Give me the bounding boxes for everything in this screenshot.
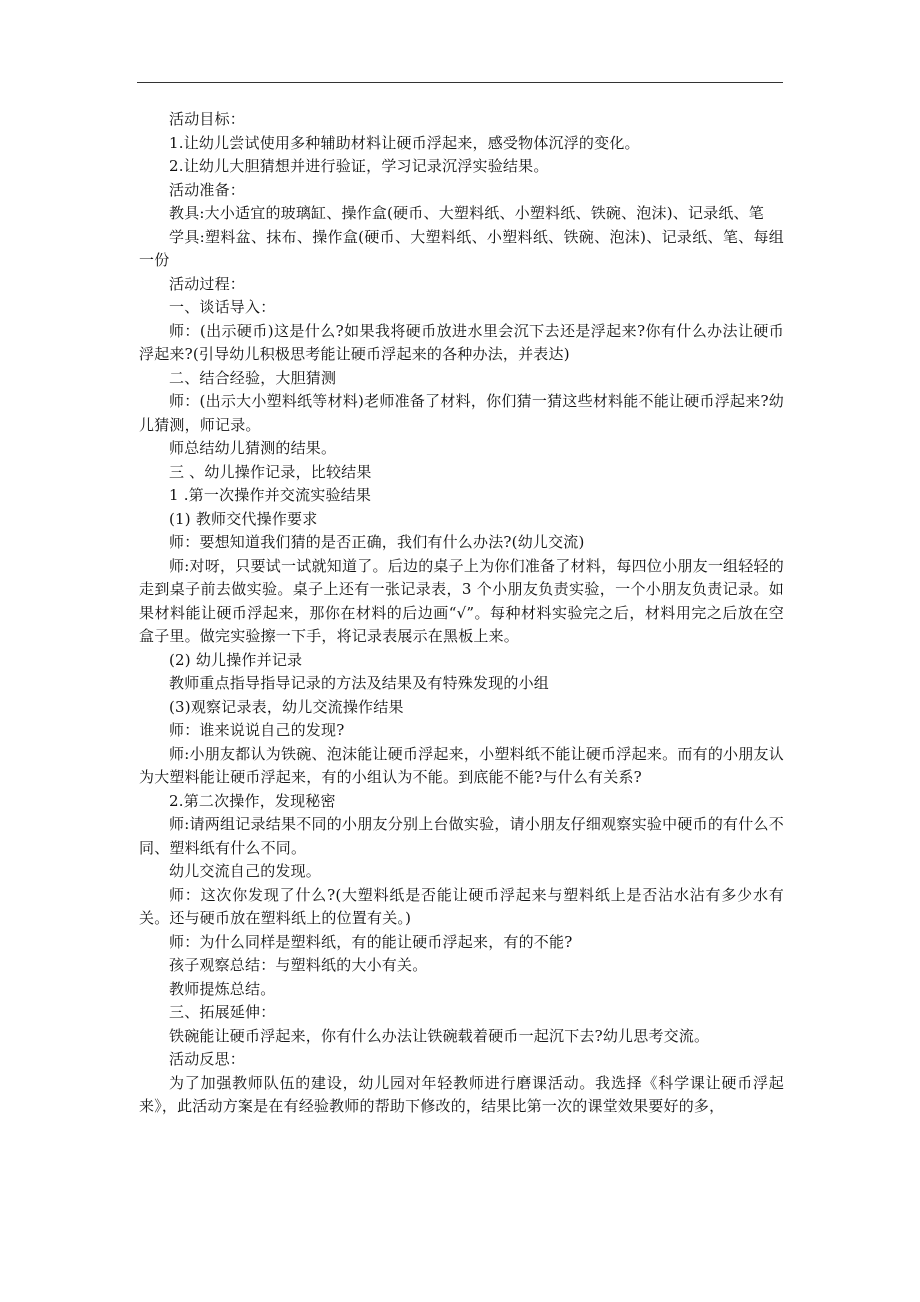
paragraph: 师：(出示大小塑料纸等材料)老师准备了材料，你们猜一猜这些材料能不能让硬币浮起来?幼儿猜测，师记录。 <box>139 392 784 434</box>
paragraph: 1 .第一次操作并交流实验结果 <box>169 486 372 504</box>
paragraph: 活动准备： <box>169 180 246 199</box>
paragraph: 活动目标： <box>169 110 246 128</box>
paragraph: 教具:大小适宜的玻璃缸、操作盒(硬币、大塑料纸、小塑料纸、铁碗、泡沫)、记录纸、笔 <box>169 204 764 222</box>
paragraph: 活动过程： <box>169 274 246 293</box>
paragraph: 一、谈话导入： <box>169 298 276 316</box>
document-body <box>139 108 784 1119</box>
paragraph: 三 、幼儿操作记录，比较结果 <box>169 462 372 481</box>
paragraph: 师：要想知道我们猜的是否正确，我们有什么办法?(幼儿交流) <box>169 533 585 551</box>
paragraph: 为了加强教师队伍的建设，幼儿园对年轻教师进行磨课活动。我选择《科学课让硬币浮起来》，此活动方案是在有经验教师的帮助下修改的，结果比第一次的课堂效果要好的多， <box>139 1073 784 1115</box>
paragraph: 师：(出示硬币)这是什么?如果我将硬币放进水里会沉下去还是浮起来?你有什么办法让硬币浮起来?(引导幼儿积极思考能让硬币浮起来的各种办法，并表达) <box>139 321 784 363</box>
header-rule <box>137 82 783 83</box>
paragraph: 教师重点指导指导记录的方法及结果及有特殊发现的小组 <box>169 674 550 692</box>
paragraph: 孩子观察总结：与塑料纸的大小有关。 <box>169 956 428 974</box>
paragraph: (1) 教师交代操作要求 <box>169 509 318 528</box>
paragraph: 教师提炼总结。 <box>169 979 276 998</box>
paragraph: 师:小朋友都认为铁碗、泡沫能让硬币浮起来，小塑料纸不能让硬币浮起来。而有的小朋友认为大塑料能让硬币浮起来，有的小组认为不能。到底能不能?与什么有关系? <box>139 744 784 786</box>
paragraph: 学具:塑料盆、抹布、操作盒(硬币、大塑料纸、小塑料纸、铁碗、泡沫)、记录纸、笔、每组一份 <box>139 227 784 269</box>
paragraph: 铁碗能让硬币浮起来，你有什么办法让铁碗载着硬币一起沉下去?幼儿思考交流。 <box>169 1026 710 1045</box>
paragraph: 师:对呀，只要试一试就知道了。后边的桌子上为你们准备了材料，每四位小朋友一组轻轻的走到桌子前去做实验。桌子上还有一张记录表，3 个小朋友负责实验，一个小朋友负责记录。如果材料能让硬币浮起来，那你在材料的后边画“√”。每种材料实验完之后，材料用完之后放在空盒子里。做完实验擦一下手，将记录表展示在黑板上来。 <box>139 556 784 645</box>
paragraph: (2) 幼儿操作并记录 <box>169 650 303 669</box>
paragraph: 师总结幼儿猜测的结果。 <box>169 439 337 457</box>
paragraph: 师:请两组记录结果不同的小朋友分别上台做实验，请小朋友仔细观察实验中硬币的有什么不同、塑料纸有什么不同。 <box>139 815 784 857</box>
paragraph: (3)观察记录表，幼儿交流操作结果 <box>169 697 404 716</box>
paragraph: 2.让幼儿大胆猜想并进行验证，学习记录沉浮实验结果。 <box>169 157 549 175</box>
paragraph: 师：这次你发现了什么?(大塑料纸是否能让硬币浮起来与塑料纸上是否沾水沾有多少水有关。还与硬币放在塑料纸上的位置有关。) <box>139 885 784 927</box>
paragraph: 2.第二次操作，发现秘密 <box>169 791 336 810</box>
paragraph: 师：为什么同样是塑料纸，有的能让硬币浮起来，有的不能? <box>169 932 573 951</box>
paragraph: 1.让幼儿尝试使用多种辅助材料让硬币浮起来，感受物体沉浮的变化。 <box>169 133 640 152</box>
paragraph: 师：谁来说说自己的发现? <box>169 721 345 739</box>
paragraph: 活动反思： <box>169 1050 246 1068</box>
paragraph: 幼儿交流自己的发现。 <box>169 862 322 880</box>
paragraph: 二、结合经验，大胆猜测 <box>169 368 337 387</box>
paragraph: 三、拓展延伸： <box>169 1003 276 1021</box>
